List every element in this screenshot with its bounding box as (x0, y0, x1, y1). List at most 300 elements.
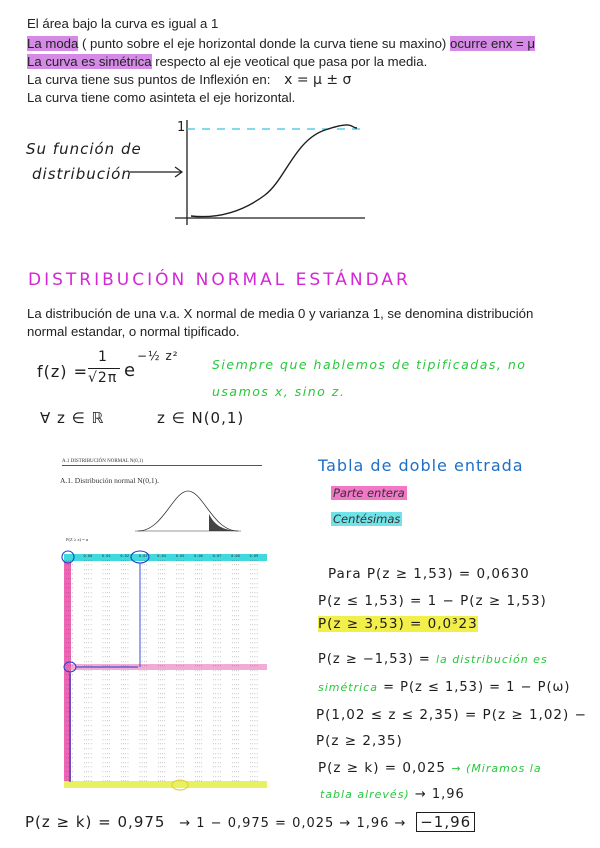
table-cell: ···· (212, 719, 222, 724)
table-cell: ···· (194, 769, 203, 774)
table-cell: ···· (194, 572, 203, 577)
table-cell: ···· (157, 604, 166, 609)
table-cell: ···· (83, 595, 93, 600)
table-cell: ···· (249, 751, 259, 756)
table-cell: ···· (65, 742, 74, 747)
table-cell: ···· (138, 613, 148, 618)
table-cell: ···· (194, 609, 203, 614)
table-cell: ···· (212, 760, 222, 765)
table-cell: ···· (231, 618, 240, 623)
table-cell: ···· (65, 705, 74, 710)
table-cell: ···· (231, 742, 240, 747)
table-cell: ···· (65, 572, 74, 577)
table-cell: ···· (83, 558, 93, 563)
table-cell: ···· (212, 710, 222, 715)
table-cell: ···· (101, 664, 111, 669)
table-cell: ···· (157, 705, 166, 710)
table-cell: ···· (83, 682, 93, 687)
table-cell: ···· (157, 751, 166, 756)
table-cell: ···· (231, 733, 240, 738)
cdf-curve (191, 125, 357, 217)
table-cell: ···· (101, 737, 111, 742)
table-cell: ···· (212, 664, 222, 669)
table-cell: ···· (65, 687, 74, 692)
note-line-5-b: = P(z ≤ 1,53) = 1 − P(ω) (383, 680, 571, 695)
table-cell: ···· (194, 673, 203, 678)
table-cell: ···· (194, 701, 203, 705)
table-cell: ···· (120, 733, 130, 738)
table-cell: ···· (212, 682, 222, 687)
table-cell: ···· (231, 558, 240, 563)
table-cell: ···· (194, 590, 203, 595)
table-cell: ···· (249, 733, 259, 738)
table-cell: ···· (175, 645, 185, 650)
table-cell: ···· (194, 746, 203, 751)
table-cell: ···· (101, 668, 111, 673)
table-cell: ···· (194, 632, 203, 637)
bottom-line-b: → 1 − 0,975 = 0,025 → 1,96 → (179, 816, 407, 831)
table-cell: ···· (231, 719, 240, 724)
table-cell: ···· (138, 728, 148, 733)
table-cell: ···· (101, 636, 111, 641)
table-cell: ···· (101, 650, 111, 655)
table-cell: ···· (138, 563, 148, 568)
table-cell: ···· (231, 673, 240, 678)
table-cell: ···· (120, 673, 130, 678)
table-cell: ···· (175, 668, 185, 673)
table-cell: ···· (175, 673, 185, 678)
table-cell: ···· (120, 756, 130, 761)
table-cell: ···· (212, 751, 222, 756)
table-cell: ···· (231, 696, 240, 701)
table-cell: ···· (175, 719, 185, 724)
table-cell: ···· (138, 636, 148, 641)
highlight-mode-location: ocurre enx = μ (450, 36, 535, 51)
table-cell: ···· (212, 655, 222, 660)
table-cell: ···· (175, 723, 185, 728)
note-line-6: P(1,02 ≤ z ≤ 2,35) = P(z ≥ 1,02) − (316, 707, 587, 723)
table-cell: ···· (249, 746, 259, 751)
table-cell: ···· (83, 673, 93, 678)
tag-centesimas (331, 512, 402, 526)
table-cell: ···· (138, 760, 148, 765)
table-cell: ···· (249, 563, 259, 568)
table-cell: ···· (157, 581, 166, 586)
table-cell: ···· (65, 595, 74, 600)
table-cell: ···· (65, 746, 74, 751)
table-cell: ···· (157, 590, 166, 595)
table-col-header: 0.07 (212, 554, 222, 558)
table-cell: ···· (83, 774, 93, 779)
table-cell: ···· (212, 687, 222, 692)
table-cell: ···· (249, 765, 259, 770)
table-cell: ···· (65, 719, 74, 724)
table-col-header: 0.00 (83, 554, 93, 558)
table-cell: ···· (101, 673, 111, 678)
table-cell: ···· (65, 737, 74, 742)
table-cell: ···· (194, 774, 203, 779)
table-cell: ···· (249, 659, 259, 664)
table-cell: ···· (212, 590, 222, 595)
table-col-header: 0.09 (249, 554, 259, 558)
table-cell: ···· (194, 645, 203, 650)
table-cell: ···· (101, 655, 111, 660)
table-col-header: 0.08 (231, 554, 240, 558)
table-cell: ···· (231, 664, 240, 669)
table-cell: ···· (194, 655, 203, 660)
table-cell: ···· (101, 714, 111, 719)
table-cell: ···· (157, 696, 166, 701)
table-cell: ···· (83, 751, 93, 756)
table-cell: ···· (212, 576, 222, 581)
table-cell: ···· (83, 576, 93, 581)
table-col-header: 0.06 (194, 554, 203, 558)
table-cell: ···· (194, 650, 203, 655)
table-cell: ···· (138, 723, 148, 728)
table-cell: ···· (120, 618, 130, 623)
table-cell: ···· (101, 576, 111, 581)
table-cell: ···· (138, 774, 148, 779)
table-col-header: 0.04 (157, 554, 166, 558)
table-cell: ···· (138, 618, 148, 623)
table-cell: ···· (249, 742, 259, 747)
table-cell: ···· (101, 572, 111, 577)
table-cell: ···· (101, 641, 111, 646)
table-cell: ···· (157, 756, 166, 761)
table-cell: ···· (157, 682, 166, 687)
note-line-5-a: simétrica (318, 681, 378, 694)
table-cell: ···· (249, 558, 259, 563)
table-cell: ···· (65, 604, 74, 609)
note-line-8-b: → (Miramos la (451, 762, 542, 775)
table-cell: ···· (65, 668, 74, 673)
table-cell: ···· (231, 765, 240, 770)
table-cell: ···· (212, 622, 222, 627)
table-col-header: 0.03 (138, 554, 148, 558)
table-cell: ···· (83, 636, 93, 641)
table-cell: ···· (83, 779, 93, 784)
table-cell: ···· (83, 668, 93, 673)
table-cell: ···· (138, 664, 148, 669)
table-col-header: 0.05 (175, 554, 185, 558)
table-cell: ···· (249, 590, 259, 595)
table-cell: ···· (120, 558, 130, 563)
note-line-9-b: → 1,96 (414, 787, 465, 802)
table-cell: ···· (194, 687, 203, 692)
table-cell: ···· (231, 723, 240, 728)
table-cell: ···· (249, 723, 259, 728)
table-cell: ···· (175, 636, 185, 641)
table-cell: ···· (175, 733, 185, 738)
table-cell: ···· (157, 765, 166, 770)
table-cell: ···· (194, 641, 203, 646)
table-cell: ···· (249, 691, 259, 696)
table-cell: ···· (231, 779, 240, 784)
table-cell: ···· (231, 728, 240, 733)
table-cell: ···· (157, 655, 166, 660)
table-cell: ···· (212, 779, 222, 784)
table-cell: ···· (101, 595, 111, 600)
table-cell: ···· (101, 586, 111, 591)
table-cell: ···· (194, 595, 203, 600)
table-cell: ···· (65, 558, 74, 563)
table-cell: ···· (157, 733, 166, 738)
table-cell: ···· (175, 687, 185, 692)
table-cell: ···· (101, 746, 111, 751)
table-cell: ···· (175, 701, 185, 705)
table-cell: ···· (65, 696, 74, 701)
table-cell: ···· (83, 586, 93, 591)
table-cell: ···· (175, 567, 185, 572)
table-annotations (58, 547, 270, 792)
table-cell: ···· (65, 728, 74, 733)
note-line-1: Para P(z ≥ 1,53) = 0,0630 (328, 566, 530, 582)
table-cell: ···· (231, 746, 240, 751)
table-cell: ···· (101, 590, 111, 595)
table-cell: ···· (249, 609, 259, 614)
bottom-line-boxed-answer: −1,96 (416, 812, 475, 832)
table-cell: ···· (101, 558, 111, 563)
table-cell: ···· (231, 705, 240, 710)
table-cell: ···· (120, 742, 130, 747)
table-cell: ···· (194, 659, 203, 664)
sketch-label-line-1: Su función de (26, 140, 142, 158)
table-cell: ···· (157, 609, 166, 614)
table-cell: ···· (231, 636, 240, 641)
table-cell: ···· (83, 641, 93, 646)
table-cell: ···· (175, 737, 185, 742)
table-cell: ···· (83, 609, 93, 614)
table-cell: ···· (212, 678, 222, 683)
table-cell: ···· (175, 705, 185, 710)
table-cell: ···· (65, 760, 74, 765)
table-cell: ···· (175, 769, 185, 774)
table-cell: ···· (175, 664, 185, 669)
table-cell: ···· (120, 576, 130, 581)
table-cell: ···· (212, 636, 222, 641)
table-cell: ···· (120, 572, 130, 577)
table-cell: ···· (212, 581, 222, 586)
table-cell: ···· (65, 581, 74, 586)
table-cell: ···· (83, 599, 93, 604)
table-cell: ···· (83, 613, 93, 618)
table-cell: ···· (157, 572, 166, 577)
table-cell: ···· (101, 599, 111, 604)
highlight-symmetry: La curva es simétrica (27, 54, 152, 69)
table-cell: ···· (120, 723, 130, 728)
table-cell: ···· (231, 687, 240, 692)
table-cell: ···· (83, 604, 93, 609)
table-cell: ···· (138, 590, 148, 595)
table-cell: ···· (65, 678, 74, 683)
table-cell: ···· (138, 756, 148, 761)
table-cell: ···· (212, 733, 222, 738)
table-cell: ···· (231, 576, 240, 581)
table-cell: ···· (157, 586, 166, 591)
table-cell: ···· (194, 765, 203, 770)
table-cell: ···· (249, 650, 259, 655)
table-cell: ···· (138, 751, 148, 756)
table-cell: ···· (249, 678, 259, 683)
table-cell: ···· (194, 710, 203, 715)
intro-line-1: El área bajo la curva es igual a 1 (27, 16, 219, 31)
table-cell: ···· (83, 691, 93, 696)
inflection-formula: x = μ ± σ (284, 72, 352, 88)
table-cell: ···· (231, 751, 240, 756)
table-cell: ···· (194, 664, 203, 669)
table-cell: ···· (101, 622, 111, 627)
table-cell: ···· (138, 687, 148, 692)
table-cell: ···· (212, 714, 222, 719)
table-cell: ···· (120, 687, 130, 692)
table-cell: ···· (120, 779, 130, 784)
table-cell: ···· (212, 673, 222, 678)
table-cell: ···· (249, 618, 259, 623)
table-cell: ···· (231, 572, 240, 577)
table-cell: ···· (120, 714, 130, 719)
table-cell: ···· (175, 760, 185, 765)
table-cell: ···· (65, 714, 74, 719)
table-cell: ···· (83, 769, 93, 774)
table-cell: ···· (212, 737, 222, 742)
table-cell: ···· (83, 710, 93, 715)
table-cell: ···· (157, 558, 166, 563)
table-cell: ···· (83, 572, 93, 577)
table-cell: ···· (157, 622, 166, 627)
table-cell: ···· (212, 558, 222, 563)
table-cell: ···· (194, 558, 203, 563)
table-cell: ···· (138, 595, 148, 600)
table-cell: ···· (212, 765, 222, 770)
table-cell: ···· (138, 691, 148, 696)
table-cell: ···· (249, 710, 259, 715)
table-cell: ···· (65, 576, 74, 581)
table-cell: ···· (138, 567, 148, 572)
table-cell: ···· (157, 659, 166, 664)
note-line-4 (318, 652, 548, 667)
table-cell: ···· (175, 696, 185, 701)
note-line-8 (318, 760, 542, 776)
table-cell: ···· (175, 751, 185, 756)
table-cell: ···· (194, 613, 203, 618)
table-cell: ···· (138, 609, 148, 614)
table-cell: ···· (138, 581, 148, 586)
table-cell: ···· (157, 746, 166, 751)
table-col-header: 0.01 (101, 554, 111, 558)
table-cell: ···· (83, 627, 93, 632)
table-cell: ···· (231, 632, 240, 637)
table-cell: ···· (120, 737, 130, 742)
table-cell: ···· (157, 691, 166, 696)
table-cell: ···· (120, 682, 130, 687)
table-cell: ···· (83, 567, 93, 572)
table-cell: ···· (101, 618, 111, 623)
table-cell: ···· (138, 673, 148, 678)
table-cell: ···· (65, 641, 74, 646)
highlight-moda: La moda (27, 36, 79, 51)
table-cell: ···· (157, 599, 166, 604)
note-line-7: P(z ≥ 2,35) (316, 733, 403, 749)
table-cell: ···· (249, 604, 259, 609)
table-cell: ···· (138, 572, 148, 577)
table-cell: ···· (157, 719, 166, 724)
table-cell: ···· (212, 701, 222, 705)
table-cell: ···· (83, 719, 93, 724)
table-cell: ···· (65, 590, 74, 595)
table-cell: ···· (175, 691, 185, 696)
table-cell: ···· (83, 756, 93, 761)
table-cell: ···· (157, 737, 166, 742)
table-cell: ···· (101, 751, 111, 756)
table-cell: ···· (157, 576, 166, 581)
table-cell: ···· (138, 650, 148, 655)
normal-table-image (58, 452, 270, 792)
table-cell: ···· (175, 613, 185, 618)
formula-exp-base: e (124, 360, 137, 381)
table-cell: ···· (138, 714, 148, 719)
table-cell: ···· (65, 613, 74, 618)
table-cell: ···· (212, 769, 222, 774)
note-line-4-a: P(z ≥ −1,53) = (318, 652, 431, 667)
table-cell: ···· (231, 645, 240, 650)
table-cell: ···· (83, 746, 93, 751)
section-desc-2: normal estandar, o normal tipificado. (27, 324, 240, 339)
table-cell: ···· (120, 604, 130, 609)
table-cell: ···· (101, 765, 111, 770)
table-cell: ···· (120, 627, 130, 632)
table-cell: ···· (157, 760, 166, 765)
note-line-9-a: tabla alrevés) (320, 788, 410, 801)
table-cell: ···· (120, 751, 130, 756)
intro-line-2 (27, 35, 535, 53)
table-cell: ···· (101, 779, 111, 784)
note-line-3 (318, 616, 478, 632)
table-cell: ···· (194, 737, 203, 742)
table-cell: ···· (249, 774, 259, 779)
section-heading: DISTRIBUCIÓN NORMAL ESTÁNDAR (28, 270, 411, 290)
table-cell: ···· (175, 572, 185, 577)
table-cell: ···· (194, 636, 203, 641)
table-cell: ···· (138, 645, 148, 650)
table-cell: ···· (138, 719, 148, 724)
table-cell: ···· (249, 572, 259, 577)
table-cell: ···· (138, 769, 148, 774)
table-cell: ···· (101, 769, 111, 774)
table-cell: ···· (65, 609, 74, 614)
table-cell: ···· (212, 567, 222, 572)
formula-lhs: f(z) = (37, 362, 89, 381)
table-cell: ···· (120, 719, 130, 724)
table-cell: ···· (231, 595, 240, 600)
table-cell: ···· (212, 696, 222, 701)
table-cell: ···· (101, 563, 111, 568)
table-cell: ···· (175, 774, 185, 779)
table-cell: ···· (194, 756, 203, 761)
table-cell: ···· (175, 659, 185, 664)
table-cell: ···· (138, 705, 148, 710)
table-cell: ···· (65, 586, 74, 591)
table-cell: ···· (101, 627, 111, 632)
table-cell: ···· (120, 563, 130, 568)
table-cell: ···· (83, 728, 93, 733)
table-cell: ···· (231, 668, 240, 673)
formula-numerator: 1 (98, 349, 108, 365)
table-cell: ···· (157, 595, 166, 600)
tag-centesimas-label: Centésimas (333, 512, 401, 526)
table-cell: ···· (249, 760, 259, 765)
table-cell: ···· (157, 701, 166, 705)
table-cell: ···· (175, 558, 185, 563)
